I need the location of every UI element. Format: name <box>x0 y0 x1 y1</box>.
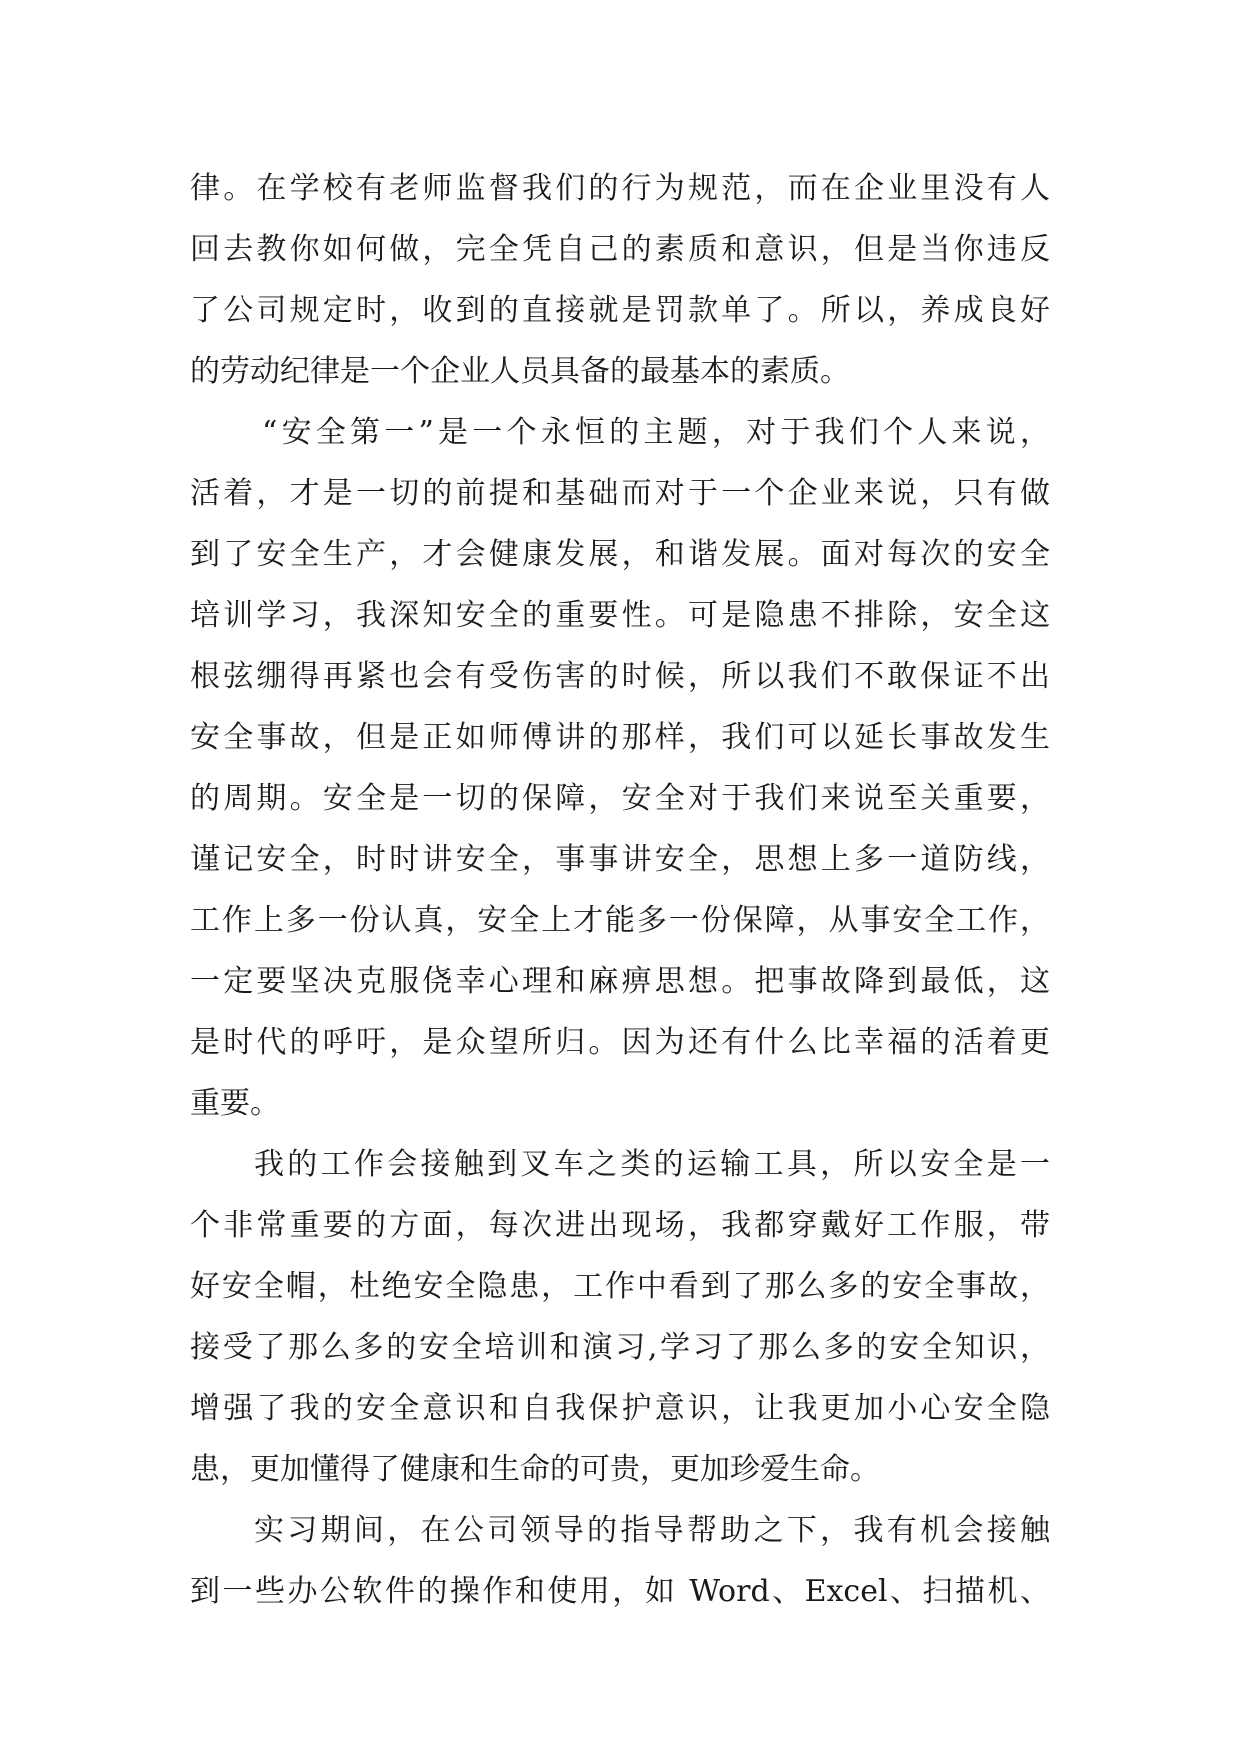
document-body <box>190 158 1050 1622</box>
text-line: 律。在学校有老师监督我们的行为规范，而在企业里没有人 <box>190 171 1050 206</box>
text-line: 一定要坚决克服侥幸心理和麻痹思想。把事故降到最低，这 <box>190 964 1050 999</box>
text-line: 患，更加懂得了健康和生命的可贵，更加珍爱生命。 <box>190 1452 880 1487</box>
text-line: 接受了那么多的安全培训和演习,学习了那么多的安全知识， <box>190 1330 1050 1365</box>
text-line: 的周期。安全是一切的保障，安全对于我们来说至关重要， <box>190 781 1050 816</box>
text-line: 我的工作会接触到叉车之类的运输工具，所以安全是一 <box>254 1147 1050 1182</box>
paragraph-office-software <box>190 1500 1050 1622</box>
text-line: “安全第一”是一个永恒的主题，对于我们个人来说， <box>262 415 1050 450</box>
text-line: 增强了我的安全意识和自我保护意识，让我更加小心安全隐 <box>190 1391 1050 1426</box>
text-line: 实习期间，在公司领导的指导帮助之下，我有机会接触 <box>254 1513 1050 1548</box>
text-line: 到一些办公软件的操作和使用，如 Word、Excel、扫描机、 <box>190 1574 1050 1609</box>
paragraph-safety-first <box>190 402 1050 1134</box>
text-line: 到了安全生产，才会健康发展，和谐发展。面对每次的安全 <box>190 537 1050 572</box>
text-line: 重要。 <box>190 1086 280 1121</box>
text-line: 安全事故，但是正如师傅讲的那样，我们可以延长事故发生 <box>190 720 1050 755</box>
text-line: 好安全帽，杜绝安全隐患，工作中看到了那么多的安全事故， <box>190 1269 1050 1304</box>
text-line: 了公司规定时，收到的直接就是罚款单了。所以，养成良好 <box>190 293 1050 328</box>
text-line: 工作上多一份认真，安全上才能多一份保障，从事安全工作， <box>190 903 1050 938</box>
text-line: 活着，才是一切的前提和基础而对于一个企业来说，只有做 <box>190 476 1050 511</box>
text-line: 谨记安全，时时讲安全，事事讲安全，思想上多一道防线， <box>190 842 1050 877</box>
text-line: 个非常重要的方面，每次进出现场，我都穿戴好工作服，带 <box>190 1208 1050 1243</box>
paragraph-labor-discipline <box>190 158 1050 402</box>
paragraph-forklift-safety <box>190 1134 1050 1500</box>
text-line: 的劳动纪律是一个企业人员具备的最基本的素质。 <box>190 354 850 389</box>
text-line: 回去教你如何做，完全凭自己的素质和意识，但是当你违反 <box>190 232 1050 267</box>
text-line: 是时代的呼吁，是众望所归。因为还有什么比幸福的活着更 <box>190 1025 1050 1060</box>
text-line: 根弦绷得再紧也会有受伤害的时候，所以我们不敢保证不出 <box>190 659 1050 694</box>
text-line: 培训学习，我深知安全的重要性。可是隐患不排除，安全这 <box>190 598 1050 633</box>
